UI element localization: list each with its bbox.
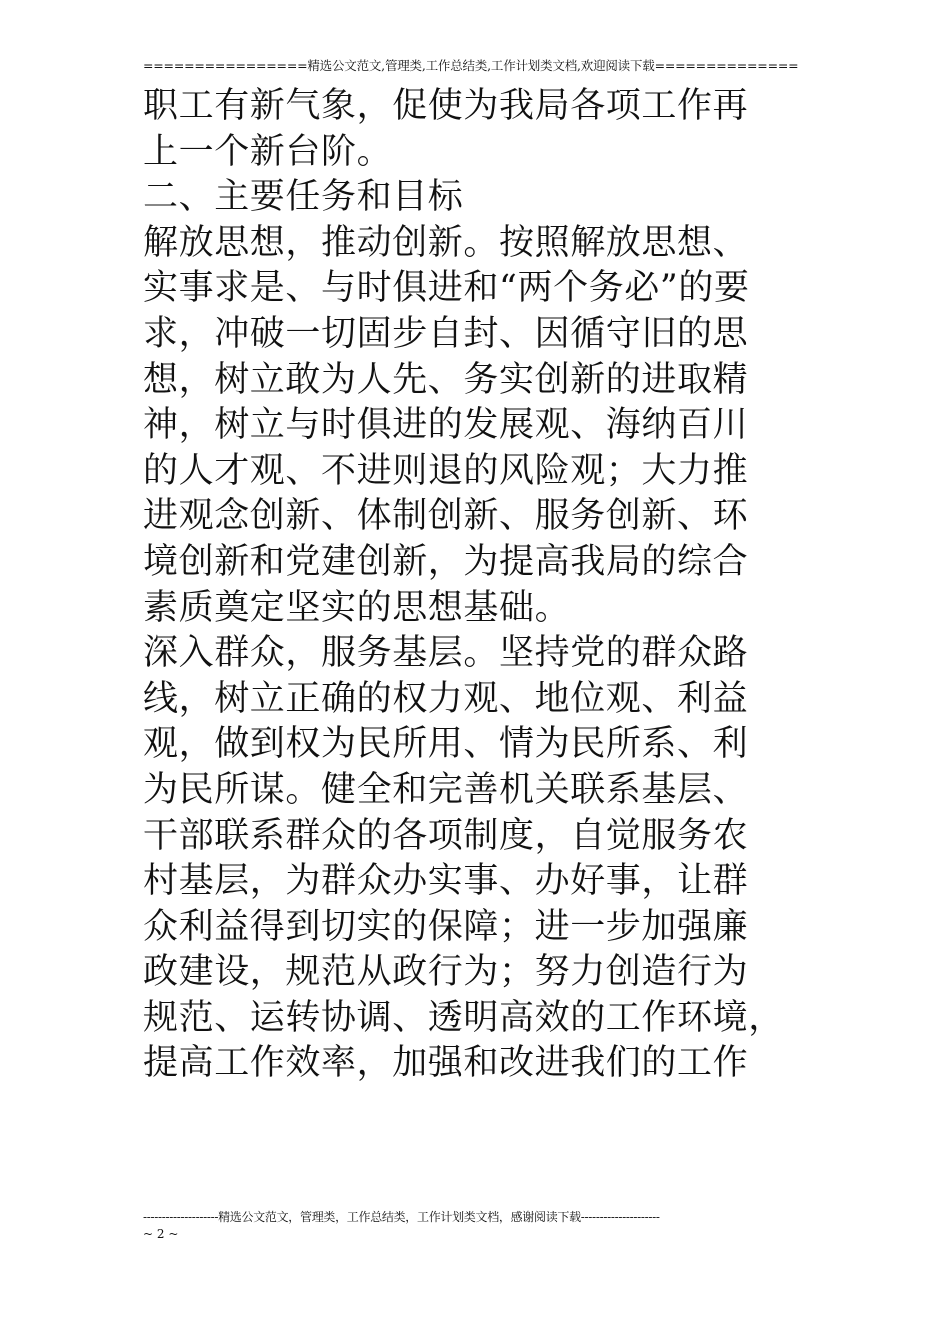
body-line: 线，树立正确的权力观、地位观、利益	[143, 678, 749, 719]
body-line: 村基层，为群众办实事、办好事，让群	[143, 861, 749, 902]
body-line: 职工有新气象，促使为我局各项工作再	[143, 86, 749, 126]
section-heading: 二、主要任务和目标	[143, 177, 464, 218]
body-line: 神，树立与时俱进的发展观、海纳百川	[143, 405, 749, 446]
body-line: 解放思想，推动创新。按照解放思想、	[143, 222, 749, 263]
body-line: 素质奠定坚实的思想基础。	[143, 587, 571, 628]
body-line: 为民所谋。健全和完善机关联系基层、	[143, 769, 749, 810]
body-line: 求，冲破一切固步自封、因循守旧的思	[143, 313, 749, 354]
body-line: 境创新和党建创新，为提高我局的综合	[143, 541, 749, 582]
body-line: 深入群众，服务基层。坚持党的群众路	[143, 633, 749, 674]
document-body	[143, 84, 823, 1087]
body-line: 干部联系群众的各项制度，自觉服务农	[143, 815, 749, 856]
body-line: 想，树立敢为人先、务实创新的进取精	[143, 359, 749, 400]
body-line: 的人才观、不进则退的风险观；大力推	[143, 450, 749, 491]
body-line: 众利益得到切实的保障；进一步加强廉	[143, 906, 749, 947]
footer-banner: --------------------精选公文范文，管理类，工作总结类，工作计划类文档，感谢阅读下载---------------------	[143, 1210, 660, 1224]
page-number: ~ 2 ~	[143, 1227, 179, 1241]
body-line: 政建设，规范从政行为；努力创造行为	[143, 952, 749, 993]
body-line: 提高工作效率，加强和改进我们的工作	[143, 1043, 749, 1084]
body-line: 实事求是、与时俱进和“两个务必”的要	[143, 268, 750, 309]
body-line: 进观念创新、体制创新、服务创新、环	[143, 496, 749, 537]
body-line: 观，做到权为民所用、情为民所系、利	[143, 724, 749, 765]
body-line: 规范、运转协调、透明高效的工作环境，	[143, 997, 784, 1038]
body-line: 上一个新台阶。	[143, 131, 393, 172]
header-banner: ================精选公文范文,管理类,工作总结类,工作计划类文档,欢迎阅读下载==============	[143, 58, 799, 73]
